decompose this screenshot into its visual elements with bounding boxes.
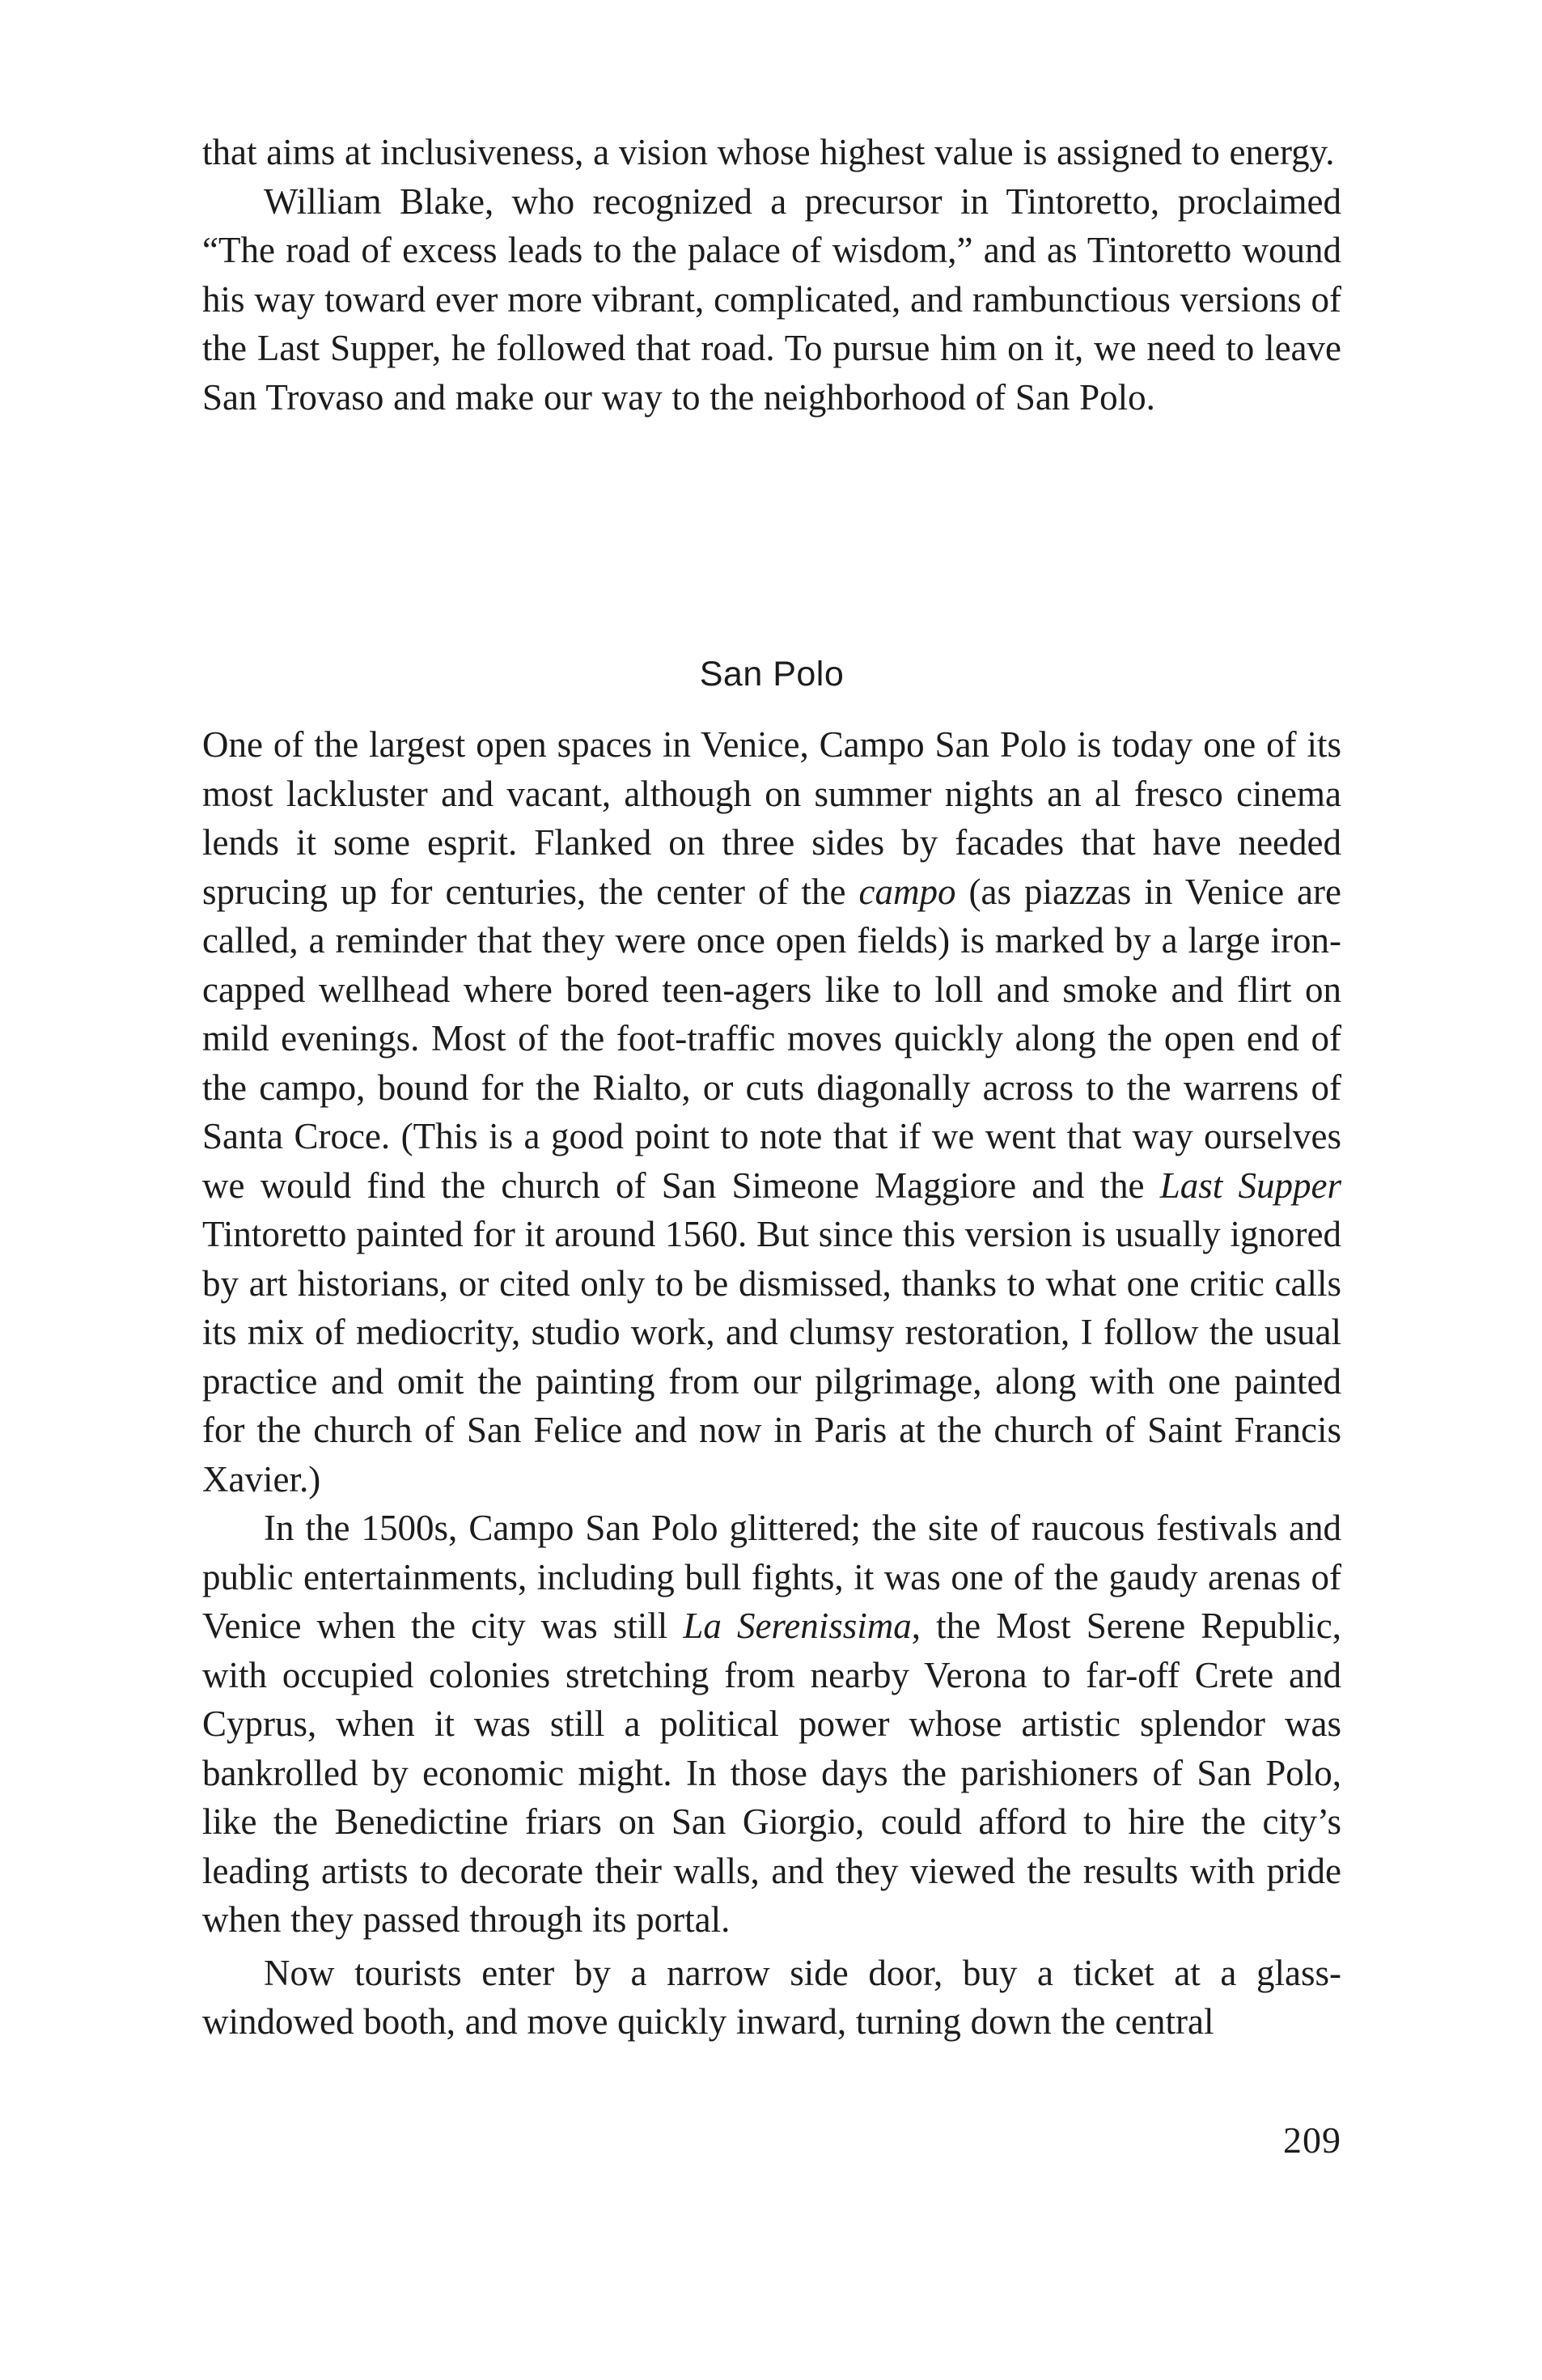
section-heading: San Polo — [699, 655, 845, 694]
section-body — [202, 720, 1341, 2047]
paragraph-continuation: that aims at inclusiveness, a vision whose highest value is assigned to energy. — [202, 132, 1335, 172]
italic-term-campo: campo — [858, 871, 956, 912]
paragraph-tourists: Now tourists enter by a narrow side door, buy a ticket at a glasswindowed booth, and move quickly inward, turning down the central — [202, 1952, 1341, 2042]
text-run: In the 1500s, Campo San Polo glittered; the site of raucous festivals and public entertainments, including bull fights, it was one of the gaudy arenas of Venice when the city was still — [202, 1508, 1341, 1646]
paragraph-campo-san-polo — [202, 720, 1341, 1504]
italic-title-last-supper: Last Supper — [1159, 1165, 1341, 1206]
italic-term-la-serenissima: La Serenissima — [683, 1606, 912, 1646]
text-run: One of the largest open spaces in Venice, Campo San Polo is today one of its most lackluster and vacant, although on summer nights an al fresco cinema lends it some esprit. Flanked on three sides by facades that have needed sprucing up for centuries, the center of the — [202, 724, 1341, 912]
text-run: (as piazzas in Venice are called, a reminder that they were once open fields) is marked by a large iron-capped wellhead where bored teen-agers like to loll and smoke and flirt on mild evenings. Most of the foot-traffic moves quickly along the open end of the campo, bound for the Rialto, or cuts diagonally across to the warrens of Santa Croce. (This is a good point to note that if we went that way ourselves we would find the church of San Simeone Maggiore and the — [202, 871, 1341, 1206]
text-run: Tintoretto painted for it around 1560. But since this version is usually ignored by art historians, or cited only to be dismissed, thanks to what one critic calls its mix of mediocrity, studio work, and clumsy restoration, I follow the usual practice and omit the painting from our pilgrimage, along with one painted for the church of San Felice and now in Paris at the church of Saint Francis Xavier.) — [202, 1214, 1341, 1500]
paragraph-blake: William Blake, who recognized a precursor in Tintoretto, proclaimed “The road of excess leads to the palace of wisdom,” and as Tintoretto wound his way toward ever more vibrant, complicated, and rambunctious versions of the Last Supper, he followed that road. To pursue him on it, we need to leave San Trovaso and make our way to the neighborhood of San Polo. — [202, 180, 1341, 418]
page-number: 209 — [1283, 2119, 1341, 2161]
continued-text — [202, 128, 1341, 422]
text-run: , the Most Serene Republic, with occupied colonies stretching from nearby Verona to far-off Crete and Cyprus, when it was still a political power whose artistic splendor was bankrolled by economic might. In those days the parishioners of San Polo, like the Benedictine friars on San Giorgio, could afford to hire the city’s leading artists to decorate their walls, and they viewed the results with pride when they passed through its portal. — [202, 1606, 1341, 1940]
paragraph-1500s — [202, 1504, 1341, 1945]
